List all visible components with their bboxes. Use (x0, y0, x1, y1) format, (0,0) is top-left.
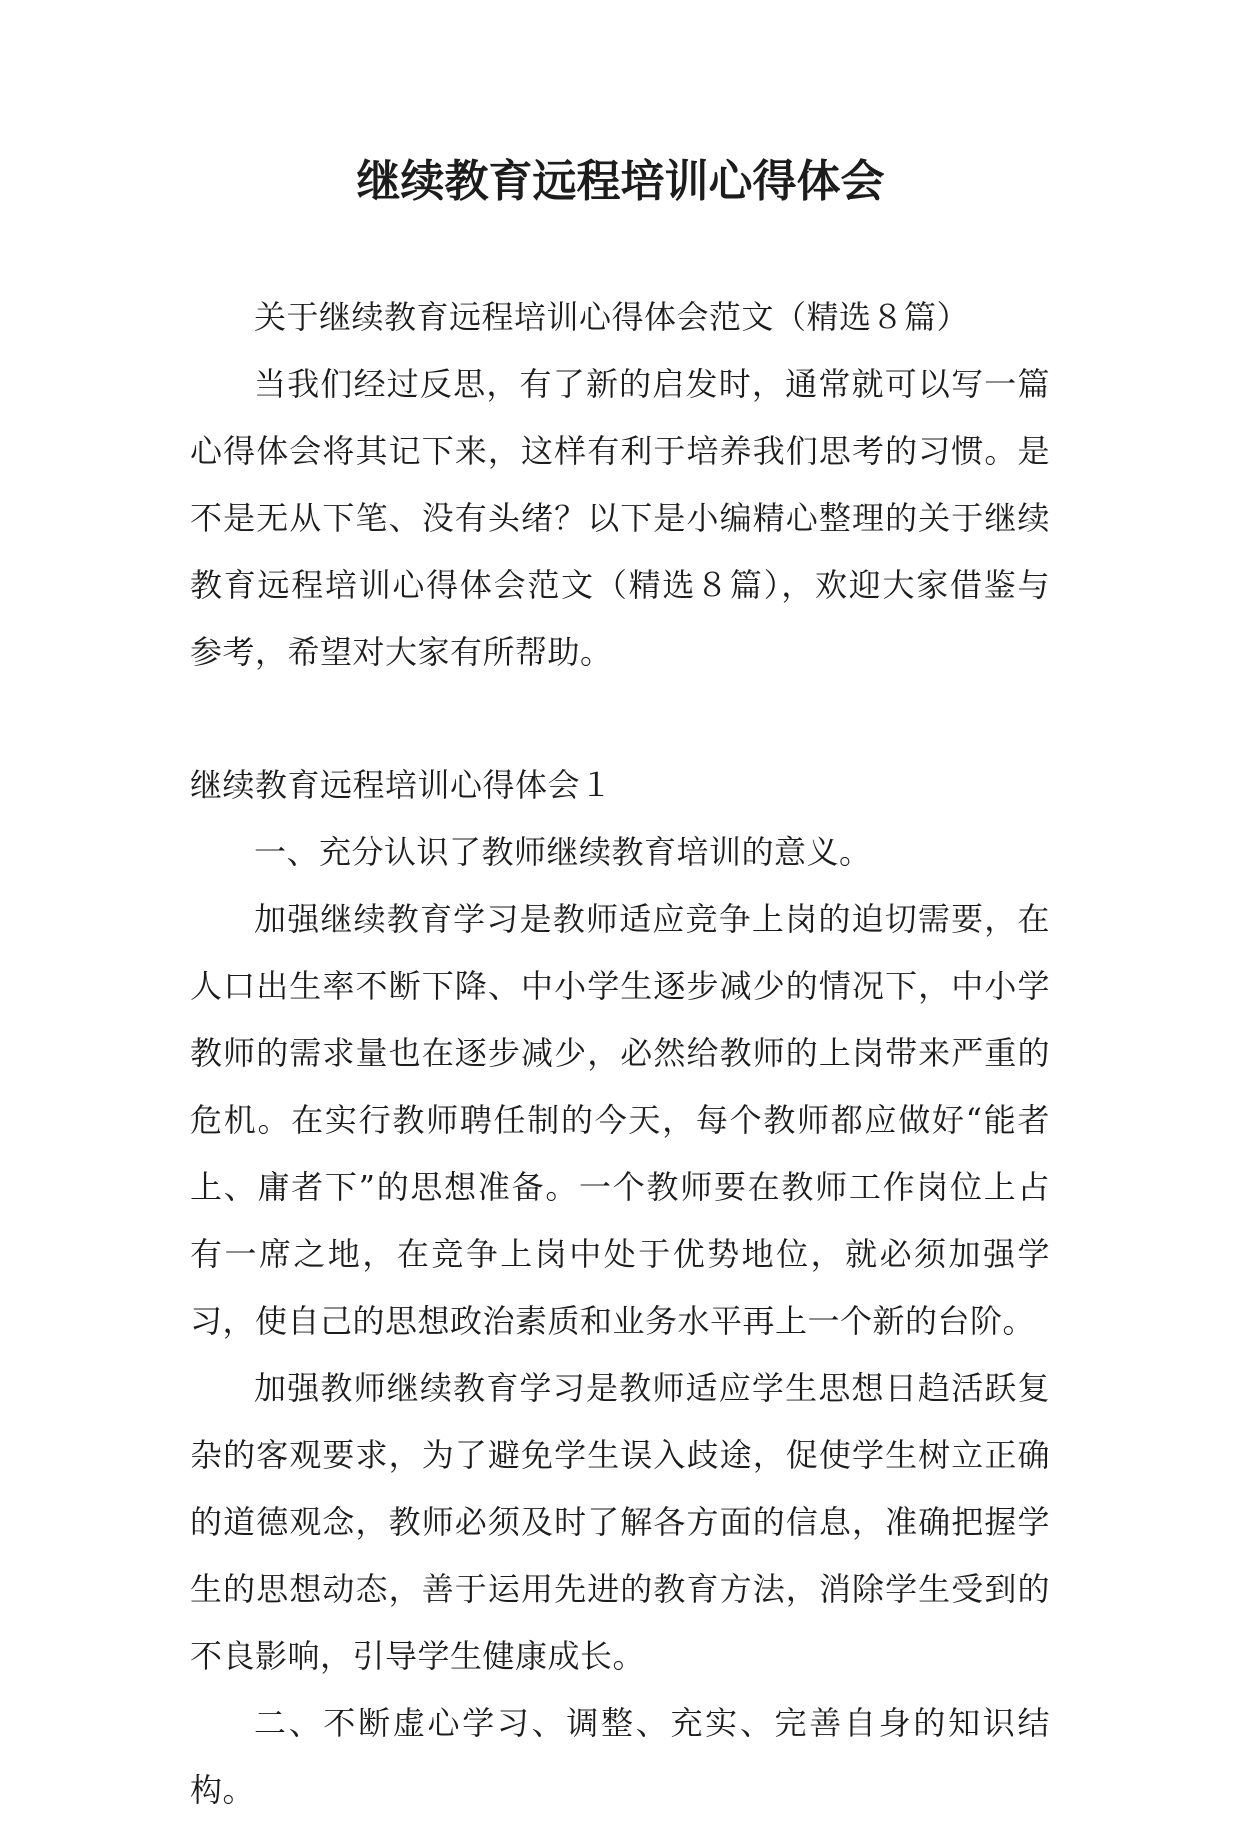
section-heading: 继续教育远程培训心得体会１ (190, 766, 613, 804)
document-title: 继续教育远程培训心得体会 (356, 156, 885, 207)
point-heading-2: 二、不断虚心学习、调整、充实、完善自身的知识结构。 (190, 1704, 1050, 1809)
paragraph-1: 加强继续教育学习是教师适应竞争上岗的迫切需要，在人口出生率不断下降、中小学生逐步减少的情况下，中小学教师的需求量也在逐步减少，必然给教师的上岗带来严重的危机。在实行教师聘任制的今天，每个教师都应做好“能者上、庸者下”的思想准备。一个教师要在教师工作岗位上占有一席之地，在竞争上岗中处于优势地位，就必须加强学习，使自己的思想政治素质和业务水平再上一个新的台阶。 (190, 900, 1050, 1340)
intro-paragraph: 当我们经过反思，有了新的启发时，通常就可以写一篇心得体会将其记下来，这样有利于培养我们思考的习惯。是不是无从下笔、没有头绪？以下是小编精心整理的关于继续教育远程培训心得体会范文（精选８篇），欢迎大家借鉴与参考，希望对大家有所帮助。 (190, 365, 1050, 671)
paragraph-2: 加强教师继续教育学习是教师适应学生思想日趋活跃复杂的客观要求，为了避免学生误入歧途，促使学生树立正确的道德观念，教师必须及时了解各方面的信息，准确把握学生的思想动态，善于运用先进的教育方法，消除学生受到的不良影响，引导学生健康成长。 (190, 1369, 1050, 1675)
point-heading-1: 一、充分认识了教师继续教育培训的意义。 (254, 833, 872, 871)
document-body (190, 284, 1050, 1824)
intro-heading: 关于继续教育远程培训心得体会范文（精选８篇） (254, 298, 970, 336)
section-spacer (190, 686, 1050, 752)
